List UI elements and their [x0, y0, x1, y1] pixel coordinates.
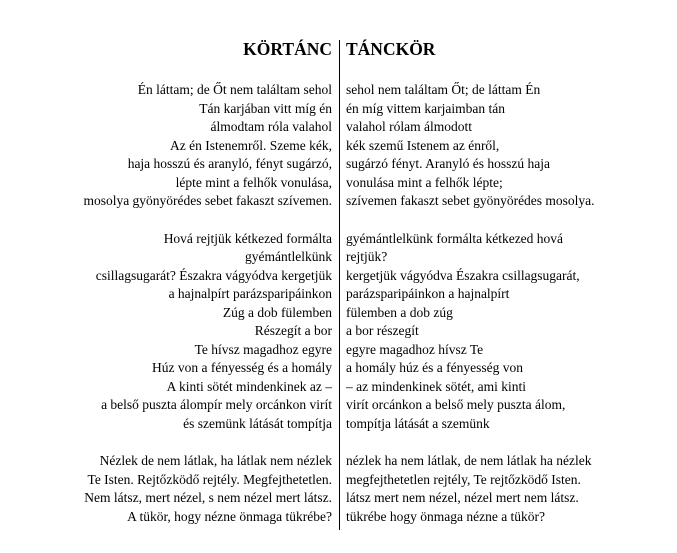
right-stanza-2: [346, 230, 671, 434]
left-stanza-2: [0, 230, 332, 434]
left-poem-line: Te hívsz magadhoz egyre: [194, 341, 332, 357]
left-poem-line: Húz von a fényesség és a homály: [152, 360, 332, 375]
left-poem-line: Te Isten. Rejtőzködő rejtély. Megfejthetetlen.: [87, 471, 332, 487]
left-stanza-3: [0, 452, 332, 526]
left-poem-line: a belső puszta álompír mely orcánkon virít: [101, 397, 332, 412]
left-poem-line: Részegít a bor: [254, 323, 332, 338]
right-stanza-3: [346, 452, 671, 526]
left-poem-line: haja hosszú és aranyló, fényt sugárzó,: [127, 156, 332, 171]
right-poem-line: kék szemű Istenem az énről,: [346, 137, 500, 153]
left-poem-line: és szemünk látását tompítja: [183, 415, 332, 431]
left-poem-line: mosolya gyönyörédes sebet fakaszt szívemen.: [83, 193, 332, 208]
right-poem-title: TÁNCKÖR: [346, 39, 436, 59]
left-poem-column: [0, 38, 332, 526]
right-poem-line: rejtjük?: [346, 249, 388, 264]
right-poem-line: sugárzó fényt. Aranyló és hosszú haja: [346, 156, 550, 171]
right-poem-line: látsz mert nem nézel, nézel mert nem látsz.: [346, 490, 579, 505]
right-poem-line: valahol rólam álmodott: [346, 119, 472, 134]
right-poem-line: – az mindenkinek sötét, ami kinti: [346, 378, 526, 394]
left-poem-line: álmodtam róla valahol: [210, 119, 332, 134]
left-poem-line: Én láttam; de Őt nem találtam sehol: [137, 82, 332, 97]
right-poem-line: a bor részegít: [346, 323, 419, 338]
right-poem-line: én míg vittem karjaimban tán: [346, 100, 505, 116]
right-poem-line: a homály húz és a fényesség von: [346, 360, 523, 375]
left-poem-line: Nézlek de nem látlak, ha látlak nem nézlek: [99, 453, 332, 468]
right-poem-line: sehol nem találtam Őt; de láttam Én: [346, 82, 541, 97]
right-poem-line: tükrébe hogy önmaga nézne a tükör?: [346, 508, 546, 524]
right-poem-line: tompítja látását a szemünk: [346, 415, 490, 431]
left-poem-line: csillagsugarát? Északra vágyódva kergetjük: [95, 267, 332, 283]
right-poem-line: gyémántlelkünk formálta kétkezed hová: [346, 230, 564, 246]
left-poem-line: Az én Istenemről. Szeme kék,: [170, 137, 332, 153]
left-poem-line: A kinti sötét mindenkinek az –: [166, 378, 332, 394]
right-poem-line: parázsparipáinkon a hajnalpírt: [346, 286, 510, 301]
left-stanza-1: [0, 81, 332, 211]
column-divider: [339, 40, 340, 530]
left-poem-line: Hová rejtjük kétkezed formálta: [163, 230, 332, 246]
right-poem-line: nézlek ha nem látlak, de nem látlak ha nézlek: [346, 453, 592, 468]
right-poem-column: [346, 38, 671, 526]
right-poem-line: szívemen fakaszt sebet gyönyörédes mosolya.: [346, 193, 595, 208]
right-poem-line: megfejthetetlen rejtély, Te rejtőzködő Isten.: [346, 471, 581, 487]
right-poem-line: kergetjük vágyódva Északra csillagsugarát,: [346, 267, 580, 283]
right-poem-line: fülemben a dob zúg: [346, 304, 453, 320]
left-poem-line: Nem látsz, mert nézel, s nem nézel mert látsz.: [84, 490, 332, 505]
right-poem-line: egyre magadhoz hívsz Te: [346, 341, 484, 357]
left-poem-title: KÖRTÁNC: [243, 39, 332, 59]
left-poem-line: Tán karjában vitt míg én: [199, 100, 332, 116]
right-stanza-1: [346, 81, 671, 211]
right-poem-line: vonulása mint a felhők lépte;: [346, 174, 503, 190]
left-poem-line: Zúg a dob fülemben: [222, 304, 332, 320]
left-poem-line: A tükör, hogy nézne önmaga tükrébe?: [127, 508, 332, 524]
left-poem-line: gyémántlelkünk: [245, 249, 332, 264]
left-poem-line: lépte mint a felhők vonulása,: [175, 174, 332, 190]
left-poem-line: a hajnalpírt parázsparipáinkon: [168, 286, 332, 301]
right-poem-line: virít orcánkon a belső mely puszta álom,: [346, 397, 566, 412]
